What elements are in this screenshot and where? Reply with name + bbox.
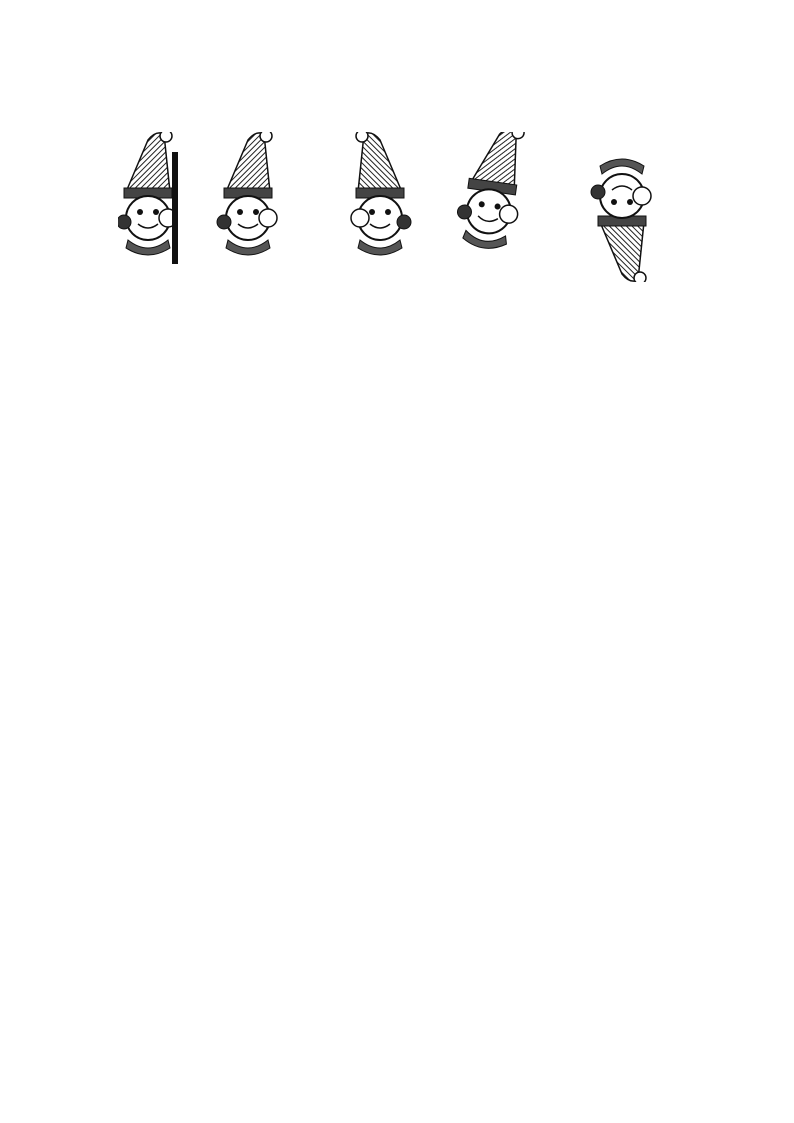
original-clown	[118, 132, 177, 255]
mirror-bar	[172, 152, 178, 264]
clown-option-a	[217, 132, 277, 255]
clown-option-c	[453, 132, 530, 252]
clown-figure	[118, 132, 678, 282]
clown-option-d	[591, 159, 651, 282]
clown-option-b	[351, 132, 411, 255]
clown-drawings	[118, 132, 678, 282]
